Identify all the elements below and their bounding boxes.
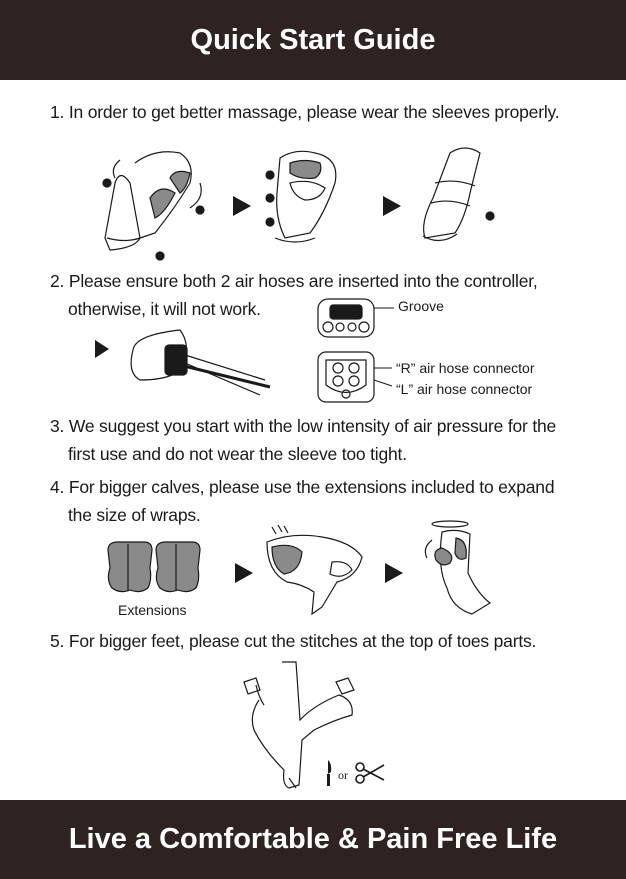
groove-illustration <box>316 297 376 339</box>
connector-illustration <box>316 350 376 404</box>
extensions-illustration <box>104 540 204 596</box>
controller-illustration <box>125 325 275 400</box>
step-1 <box>50 98 590 126</box>
step-2-text-line1: 2. Please ensure both 2 air hoses are inserted into the controller, <box>50 271 538 291</box>
step-3-text-line2: first use and do not wear the sleeve too tight. <box>68 444 407 464</box>
knife-icon <box>325 760 333 786</box>
scissors-icon <box>354 762 386 784</box>
arrow-right-icon <box>385 563 403 583</box>
step-4-text-line2: the size of wraps. <box>68 505 201 525</box>
step-5 <box>50 627 590 655</box>
arrow-right-icon <box>233 196 251 216</box>
wrapped-sleeve-illustration <box>422 518 497 618</box>
groove-label: Groove <box>398 298 444 314</box>
step-1-text: 1. In order to get better massage, please wear the sleeves properly. <box>50 102 560 122</box>
r-connector-label: “R” air hose connector <box>396 360 535 376</box>
page-title: Quick Start Guide <box>190 23 436 56</box>
arrow-right-icon <box>235 563 253 583</box>
l-connector-label: “L” air hose connector <box>396 381 533 397</box>
sleeve-extension-illustration <box>262 522 372 617</box>
step-3-text-line1: 3. We suggest you start with the low intensity of air pressure for the <box>50 416 557 436</box>
step-1-illustration <box>95 138 515 263</box>
step-5-text: 5. For bigger feet, please cut the stitches at the top of toes parts. <box>50 631 537 651</box>
step-4 <box>50 473 590 529</box>
extensions-label: Extensions <box>118 602 187 618</box>
step-2-text-line2: otherwise, it will not work. <box>68 299 261 319</box>
step-4-text-line1: 4. For bigger calves, please use the extensions included to expand <box>50 477 555 497</box>
step-3 <box>50 412 590 468</box>
footer-slogan: Live a Comfortable & Pain Free Life <box>68 823 558 855</box>
title-banner <box>0 0 626 80</box>
arrow-right-icon <box>383 196 401 216</box>
or-label: or <box>338 768 348 782</box>
arrow-right-icon <box>95 340 109 358</box>
footer-banner <box>0 800 626 879</box>
